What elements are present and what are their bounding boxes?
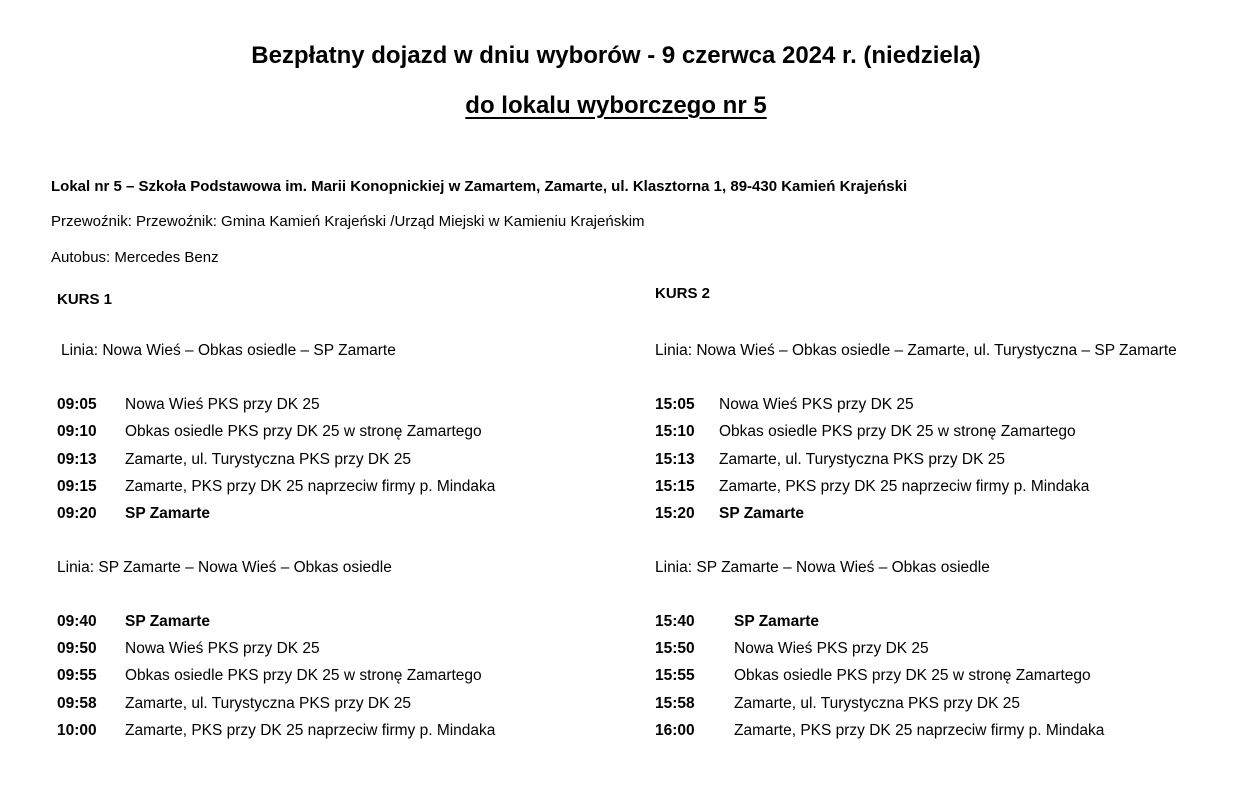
departure-time: 09:15 xyxy=(57,478,97,495)
departure-time: 09:05 xyxy=(57,396,97,413)
departure-time: 10:00 xyxy=(57,722,97,739)
stop-name: Zamarte, ul. Turystyczna PKS przy DK 25 xyxy=(125,695,411,712)
stop-name: Obkas osiedle PKS przy DK 25 w stronę Zamartego xyxy=(125,667,482,684)
kurs2-line-b: Linia: SP Zamarte – Nowa Wieś – Obkas osiedle xyxy=(655,559,990,576)
departure-time: 09:40 xyxy=(57,613,97,630)
departure-time: 15:55 xyxy=(655,667,695,684)
departure-time: 09:13 xyxy=(57,451,97,468)
kurs2-label: KURS 2 xyxy=(655,285,711,302)
departure-time: 09:55 xyxy=(57,667,97,684)
departure-time: 16:00 xyxy=(655,722,695,739)
kurs2-line-a: Linia: Nowa Wieś – Obkas osiedle – Zamarte, ul. Turystyczna – SP Zamarte xyxy=(655,342,1177,359)
stop-name: Zamarte, ul. Turystyczna PKS przy DK 25 xyxy=(125,451,411,468)
departure-time: 15:40 xyxy=(655,613,695,630)
bus-info: Autobus: Mercedes Benz xyxy=(51,249,219,266)
stop-name: Nowa Wieś PKS przy DK 25 xyxy=(734,640,929,657)
stop-name: Nowa Wieś PKS przy DK 25 xyxy=(125,640,320,657)
stop-name: Obkas osiedle PKS przy DK 25 w stronę Zamartego xyxy=(734,667,1091,684)
page-title: Bezpłatny dojazd w dniu wyborów - 9 czerwca 2024 r. (niedziela) xyxy=(251,42,981,69)
kurs1-line-a: Linia: Nowa Wieś – Obkas osiedle – SP Zamarte xyxy=(61,342,396,359)
stop-name: Obkas osiedle PKS przy DK 25 w stronę Zamartego xyxy=(719,423,1076,440)
polling-station-info: Lokal nr 5 – Szkoła Podstawowa im. Marii Konopnickiej w Zamartem, Zamarte, ul. Klasztorna 1, 89-430 Kamień Krajeński xyxy=(51,178,908,195)
departure-time: 15:20 xyxy=(655,505,695,522)
kurs1-line-b: Linia: SP Zamarte – Nowa Wieś – Obkas osiedle xyxy=(57,559,392,576)
stop-name: SP Zamarte xyxy=(734,613,820,630)
stop-name: Zamarte, ul. Turystyczna PKS przy DK 25 xyxy=(719,451,1005,468)
departure-time: 09:58 xyxy=(57,695,97,712)
kurs1-label: KURS 1 xyxy=(57,291,113,308)
stop-name: Zamarte, PKS przy DK 25 naprzeciw firmy p. Mindaka xyxy=(125,722,496,739)
stop-name: Zamarte, PKS przy DK 25 naprzeciw firmy p. Mindaka xyxy=(719,478,1090,495)
departure-time: 15:50 xyxy=(655,640,695,657)
stop-name: Zamarte, PKS przy DK 25 naprzeciw firmy p. Mindaka xyxy=(125,478,496,495)
stop-name: SP Zamarte xyxy=(125,613,211,630)
departure-time: 09:20 xyxy=(57,505,97,522)
departure-time: 15:05 xyxy=(655,396,695,413)
stop-name: Nowa Wieś PKS przy DK 25 xyxy=(125,396,320,413)
departure-time: 09:10 xyxy=(57,423,97,440)
departure-time: 15:15 xyxy=(655,478,695,495)
stop-name: SP Zamarte xyxy=(125,505,211,522)
stop-name: Nowa Wieś PKS przy DK 25 xyxy=(719,396,914,413)
stop-name: Zamarte, ul. Turystyczna PKS przy DK 25 xyxy=(734,695,1020,712)
departure-time: 09:50 xyxy=(57,640,97,657)
departure-time: 15:10 xyxy=(655,423,695,440)
departure-time: 15:58 xyxy=(655,695,695,712)
carrier-info: Przewoźnik: Przewoźnik: Gmina Kamień Krajeński /Urząd Miejski w Kamieniu Krajeńskim xyxy=(51,213,645,230)
departure-time: 15:13 xyxy=(655,451,695,468)
stop-name: SP Zamarte xyxy=(719,505,805,522)
stop-name: Zamarte, PKS przy DK 25 naprzeciw firmy p. Mindaka xyxy=(734,722,1105,739)
stop-name: Obkas osiedle PKS przy DK 25 w stronę Zamartego xyxy=(125,423,482,440)
page-subtitle: do lokalu wyborczego nr 5 xyxy=(465,92,767,119)
